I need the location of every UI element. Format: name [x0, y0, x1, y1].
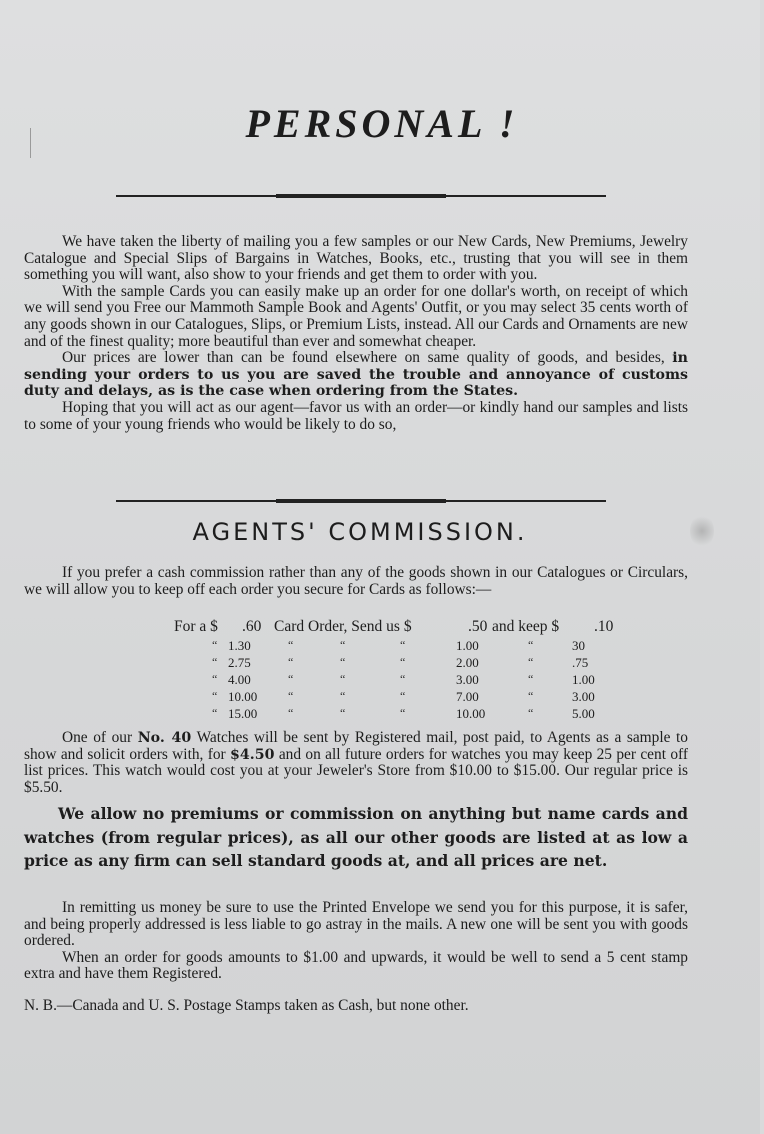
- ditto-mark: “: [340, 638, 346, 652]
- no-premiums-section: [24, 802, 688, 873]
- ditto-mark: “: [212, 638, 218, 652]
- ditto-mark: “: [528, 672, 534, 686]
- ditto-mark: “: [528, 655, 534, 669]
- commission-table-row: [174, 638, 644, 655]
- watch-text-3: and on all future orders for watches you may keep 25 per cent off list prices. This watch would cost you at your Jeweler's Store from $10.00 to $15.00. Our regular price is $5.50.: [24, 745, 688, 796]
- keep-amount: 1.00: [572, 672, 595, 687]
- prices-bold: in sending your orders to us you are saved the trouble and annoyance of customs duty and delays, as is the case when ordering from the States.: [24, 350, 688, 400]
- keep-amount: 30: [572, 638, 585, 653]
- keep-amount: .75: [572, 655, 589, 670]
- ditto-mark: “: [340, 655, 346, 669]
- order-amount: 4.00: [228, 672, 251, 687]
- ditto-mark: “: [400, 655, 406, 669]
- watch-text-2: Watches will be sent by Registered mail, post paid, to Agents as a sample to show and solicit orders with, for: [24, 729, 689, 763]
- ditto-mark: “: [400, 672, 406, 686]
- head-and-keep: and keep $: [492, 618, 560, 635]
- top-divider-bar: [276, 194, 446, 198]
- order-amount: 15.00: [228, 706, 258, 721]
- ditto-mark: “: [288, 672, 294, 686]
- middle-divider: [116, 500, 606, 502]
- middle-divider-bar: [276, 499, 446, 503]
- ditto-mark: “: [288, 655, 294, 669]
- ditto-mark: “: [212, 655, 218, 669]
- head-send-value: .50: [468, 618, 488, 635]
- commission-heading: AGENTS' COMMISSION.: [192, 518, 528, 546]
- head-keep-value: .10: [594, 618, 614, 635]
- head-for-a: For a $: [174, 618, 218, 635]
- watch-model: No. 40: [137, 730, 192, 746]
- intro-paragraph-2: With the sample Cards you can easily make up an order for one dollar's worth, on receipt of which we will send you Free our Mammoth Sample Book and Agents' Outfit, or you may select 35 cents worth of any goods shown in our Catalogues, Slips, or Premium Lists, instead. All our Cards and Ornaments are new and of the finest quality; more beautiful than ever and somewhat cheaper.: [24, 282, 688, 350]
- remit-paragraph-1: In remitting us money be sure to use the Printed Envelope we send you for this purpose, it is safer, and being properly addressed is less liable to go astray in the mails. A new one will be sent you with goods ordered.: [24, 899, 688, 950]
- ditto-mark: “: [528, 689, 534, 703]
- commission-intro-section: [24, 565, 688, 598]
- keep-amount: 3.00: [572, 689, 595, 704]
- ditto-mark: “: [340, 672, 346, 686]
- nb-note: N. B.—Canada and U. S. Postage Stamps taken as Cash, but none other.: [24, 997, 469, 1014]
- remit-section: [24, 900, 688, 983]
- ditto-mark: “: [212, 706, 218, 720]
- order-amount: 2.75: [228, 655, 251, 670]
- commission-table-rows: [174, 638, 644, 723]
- send-amount: 3.00: [456, 672, 479, 687]
- ditto-mark: “: [288, 638, 294, 652]
- prices-lead: Our prices are lower than can be found elsewhere on same quality of goods, and besides,: [62, 349, 673, 367]
- no-premiums-notice: We allow no premiums or commission on anything but name cards and watches (from regular prices), as all our other goods are listed at as low a price as any firm can sell standard goods at, and all prices are net.: [24, 804, 688, 870]
- ditto-mark: “: [400, 689, 406, 703]
- ditto-mark: “: [288, 706, 294, 720]
- commission-table-row: [174, 672, 644, 689]
- send-amount: 2.00: [456, 655, 479, 670]
- ditto-mark: “: [400, 638, 406, 652]
- order-amount: 10.00: [228, 689, 258, 704]
- watch-text-1: One of our: [62, 729, 138, 746]
- ditto-mark: “: [212, 672, 218, 686]
- head-order-value: .60: [242, 618, 262, 635]
- send-amount: 7.00: [456, 689, 479, 704]
- remit-paragraph-2: When an order for goods amounts to $1.00 and upwards, it would be well to send a 5 cent stamp extra and have them Registered.: [24, 948, 688, 983]
- ditto-mark: “: [528, 638, 534, 652]
- ditto-mark: “: [340, 706, 346, 720]
- commission-intro: If you prefer a cash commission rather than any of the goods shown in our Catalogues or Circulars, we will allow you to keep off each order you secure for Cards as follows:—: [24, 564, 688, 598]
- watch-price: $4.50: [230, 746, 275, 763]
- commission-table: [174, 618, 644, 723]
- watch-section: [24, 730, 688, 796]
- head-card-order: Card Order, Send us $: [274, 618, 412, 635]
- commission-table-row: [174, 655, 644, 672]
- order-amount: 1.30: [228, 638, 251, 653]
- watch-paragraph: [24, 730, 688, 796]
- hoping-paragraph: Hoping that you will act as our agent—favor us with an order—or kindly hand our samples and lists to some of your young friends who would be likely to do so,: [24, 398, 688, 433]
- prices-paragraph: [24, 350, 688, 400]
- ditto-mark: “: [340, 689, 346, 703]
- ditto-mark: “: [528, 706, 534, 720]
- top-divider: [116, 195, 606, 197]
- ditto-mark: “: [400, 706, 406, 720]
- keep-amount: 5.00: [572, 706, 595, 721]
- intro-section: [24, 234, 688, 433]
- ditto-mark: “: [288, 689, 294, 703]
- commission-table-row: [174, 706, 644, 723]
- commission-table-row: [174, 689, 644, 706]
- intro-paragraph-1: We have taken the liberty of mailing you a few samples or our New Cards, New Premiums, Jewelry Catalogue and Special Slips of Bargains in Watches, Books, etc., trusting that you will see in them something you will want, also show to your friends and get them to order with you.: [24, 233, 688, 284]
- commission-table-head: [174, 618, 644, 638]
- send-amount: 10.00: [456, 706, 486, 721]
- page-title: PERSONAL !: [245, 101, 519, 146]
- ditto-mark: “: [212, 689, 218, 703]
- send-amount: 1.00: [456, 638, 479, 653]
